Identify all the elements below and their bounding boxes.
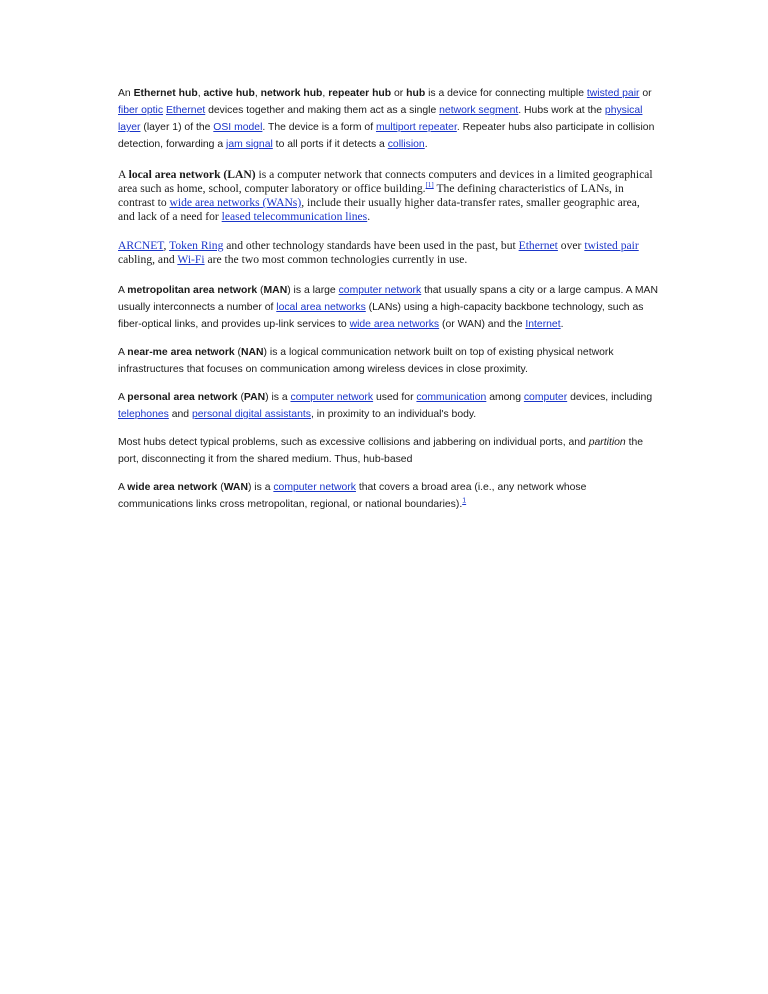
text: A bbox=[118, 482, 128, 493]
term-partition: partition bbox=[588, 437, 626, 448]
text: that usually spans a city or a large campus. A MAN usually interconnects a number of bbox=[118, 285, 658, 313]
footnote-link[interactable]: [1] bbox=[425, 181, 434, 190]
text: , include their usually higher data-transfer rates, smaller geographic area, and lack of a need for bbox=[118, 196, 640, 223]
text: , bbox=[322, 88, 329, 99]
link-wide-area-networks[interactable]: wide area networks bbox=[349, 319, 440, 330]
text: , bbox=[197, 88, 204, 99]
term-near-me-area-network: near-me area network bbox=[127, 347, 235, 358]
text: . bbox=[367, 210, 371, 223]
term-nan: NAN bbox=[241, 347, 264, 358]
link-telephones[interactable]: telephones bbox=[118, 409, 169, 420]
term-network-hub: network hub bbox=[260, 88, 323, 99]
link-computer-network[interactable]: computer network bbox=[273, 482, 356, 493]
text: . The device is a form of bbox=[262, 122, 376, 133]
link-collision[interactable]: collision bbox=[387, 139, 425, 150]
text: An bbox=[118, 88, 134, 99]
text: , bbox=[163, 239, 170, 252]
paragraph-lan bbox=[118, 168, 658, 224]
term-lan: local area network (LAN) bbox=[128, 168, 256, 181]
link-twisted-pair[interactable]: twisted pair bbox=[584, 239, 639, 252]
paragraph-ethernet-hub bbox=[118, 85, 658, 153]
term-pan: PAN bbox=[243, 392, 266, 403]
text: . bbox=[424, 139, 428, 150]
link-leased-telecommunication-lines[interactable]: leased telecommunication lines bbox=[221, 210, 368, 223]
term-metropolitan-area-network: metropolitan area network bbox=[127, 285, 258, 296]
text: ) is a logical communication network built on top of existing physical network infrastructures that focuses on communication among wireless devices in close proximity. bbox=[118, 347, 614, 375]
link-wide-area-networks[interactable]: wide area networks (WANs) bbox=[169, 196, 302, 209]
paragraph-pan bbox=[118, 389, 658, 423]
text: ) is a bbox=[247, 482, 274, 493]
text: devices together and making them act as a single bbox=[205, 105, 440, 116]
link-multiport-repeater[interactable]: multiport repeater bbox=[375, 122, 457, 133]
text: and bbox=[168, 409, 192, 420]
text: . Hubs work at the bbox=[518, 105, 605, 116]
text: ( bbox=[234, 347, 242, 358]
term-wan: WAN bbox=[223, 482, 248, 493]
text: devices, including bbox=[567, 392, 653, 403]
text: used for bbox=[373, 392, 417, 403]
link-personal-digital-assistants[interactable]: personal digital assistants bbox=[191, 409, 311, 420]
link-arcnet[interactable]: ARCNET bbox=[118, 239, 164, 252]
text: is a device for connecting multiple bbox=[425, 88, 587, 99]
text: that covers a broad area (i.e., any network whose communications links cross metropolitan, regional, or national boundaries). bbox=[118, 482, 587, 510]
text: ( bbox=[217, 482, 224, 493]
text: (LANs) using a high-capacity backbone technology, such as fiber-optical links, and provides up-link services to bbox=[118, 302, 644, 330]
term-personal-area-network: personal area network bbox=[127, 392, 238, 403]
link-fiber-optic[interactable]: fiber optic bbox=[118, 105, 164, 116]
text: A bbox=[118, 392, 128, 403]
paragraph-hub-problems bbox=[118, 434, 658, 468]
text: cabling, and bbox=[118, 253, 178, 266]
link-jam-signal[interactable]: jam signal bbox=[226, 139, 273, 150]
text: (layer 1) of the bbox=[140, 122, 214, 133]
text: ) is a bbox=[265, 392, 291, 403]
footnote-link[interactable]: 1 bbox=[462, 497, 467, 505]
link-internet[interactable]: Internet bbox=[525, 319, 561, 330]
paragraph-nan bbox=[118, 344, 658, 378]
link-ethernet[interactable]: Ethernet bbox=[165, 105, 206, 116]
text: ( bbox=[257, 285, 264, 296]
term-active-hub: active hub bbox=[203, 88, 255, 99]
text: over bbox=[557, 239, 585, 252]
link-network-segment[interactable]: network segment bbox=[439, 105, 519, 116]
link-osi-model[interactable]: OSI model bbox=[213, 122, 263, 133]
link-computer[interactable]: computer bbox=[523, 392, 568, 403]
text: the port, disconnecting it from the shared medium. Thus, hub-based bbox=[118, 437, 644, 465]
term-hub: hub bbox=[406, 88, 426, 99]
link-wi-fi[interactable]: Wi-Fi bbox=[177, 253, 205, 266]
text: , bbox=[254, 88, 261, 99]
link-computer-network[interactable]: computer network bbox=[338, 285, 422, 296]
paragraph-man bbox=[118, 282, 658, 333]
link-computer-network[interactable]: computer network bbox=[290, 392, 374, 403]
term-wide-area-network: wide area network bbox=[127, 482, 218, 493]
paragraph-wan bbox=[118, 479, 658, 513]
text: . bbox=[560, 319, 564, 330]
link-communication[interactable]: communication bbox=[416, 392, 487, 403]
text: are the two most common technologies currently in use. bbox=[204, 253, 468, 266]
term-repeater-hub: repeater hub bbox=[328, 88, 392, 99]
link-twisted-pair[interactable]: twisted pair bbox=[586, 88, 640, 99]
text: Most hubs detect typical problems, such as excessive collisions and jabbering on individual ports, and bbox=[118, 437, 589, 448]
text: or bbox=[391, 88, 407, 99]
paragraph-lan-technologies bbox=[118, 239, 658, 267]
text: The defining characteristics of LANs, in contrast to bbox=[118, 182, 624, 209]
text: . Repeater hubs also participate in collision detection, forwarding a bbox=[118, 122, 655, 150]
term-ethernet-hub: Ethernet hub bbox=[133, 88, 198, 99]
link-local-area-networks[interactable]: local area networks bbox=[276, 302, 366, 313]
text: ) is a large bbox=[287, 285, 339, 296]
text: among bbox=[486, 392, 524, 403]
text: is a computer network that connects computers and devices in a limited geographical area such as home, school, computer laboratory or office building. bbox=[118, 168, 653, 195]
text: ( bbox=[237, 392, 244, 403]
text: to all ports if it detects a bbox=[272, 139, 388, 150]
link-token-ring[interactable]: Token Ring bbox=[169, 239, 224, 252]
text: A bbox=[118, 285, 128, 296]
link-ethernet[interactable]: Ethernet bbox=[518, 239, 558, 252]
text: A bbox=[118, 168, 129, 181]
text: (or WAN) and the bbox=[439, 319, 526, 330]
text: and other technology standards have been used in the past, but bbox=[223, 239, 519, 252]
text: , in proximity to an individual's body. bbox=[310, 409, 477, 420]
link-physical-layer[interactable]: physical layer bbox=[118, 105, 643, 133]
text: or bbox=[639, 88, 652, 99]
text: A bbox=[118, 347, 128, 358]
term-man: MAN bbox=[263, 285, 288, 296]
